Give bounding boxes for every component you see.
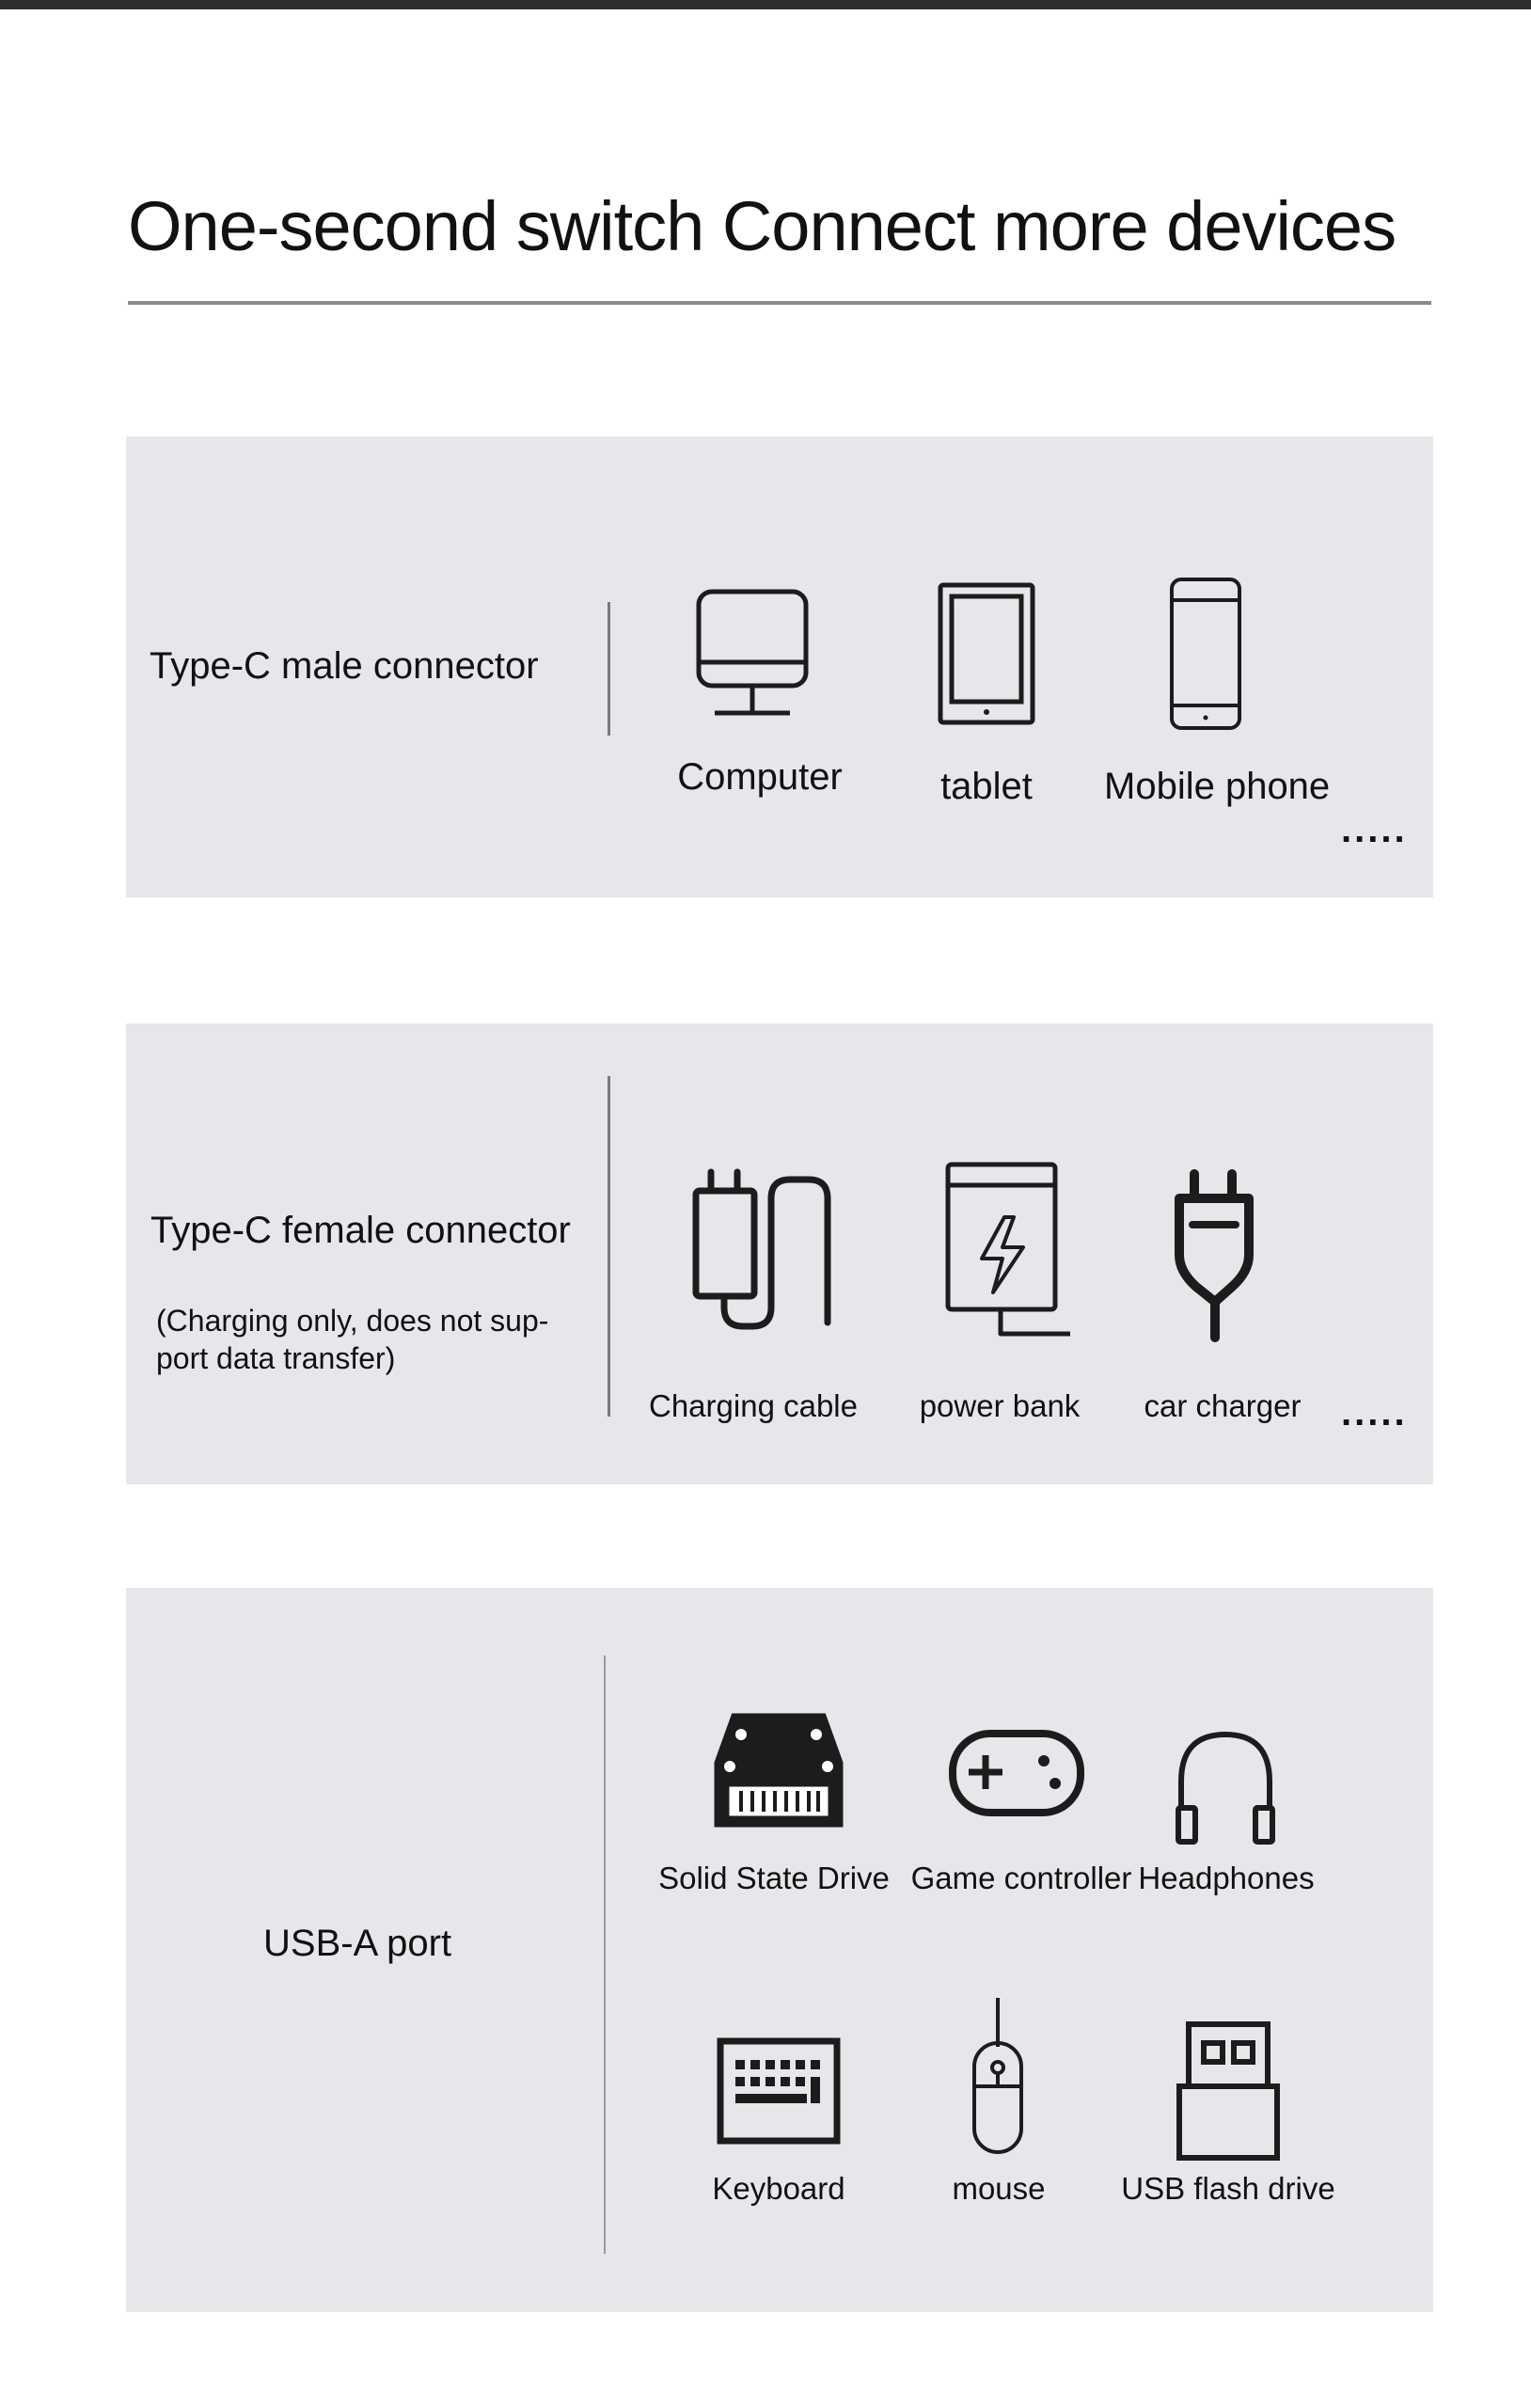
device-label: Computer — [677, 756, 843, 798]
device-label: mouse — [952, 2171, 1046, 2206]
mouse-icon — [967, 1996, 1029, 2158]
phone-icon — [1168, 576, 1243, 732]
device-label: power bank — [919, 1388, 1081, 1423]
headphones-icon — [1174, 1729, 1277, 1847]
device-label: Charging cable — [649, 1388, 858, 1423]
car-charger-icon — [1174, 1168, 1255, 1343]
section-label: Type-C female connector — [150, 1210, 571, 1251]
section-note: (Charging only, does not sup-port data transfer) — [156, 1304, 549, 1375]
more-devices-ellipsis: ..... — [1341, 809, 1408, 850]
device-label: Solid State Drive — [658, 1861, 890, 1895]
section-divider — [608, 1076, 610, 1417]
gamepad-icon — [948, 1729, 1085, 1817]
tablet-icon — [937, 581, 1036, 726]
usb-flash-drive-icon — [1176, 2020, 1281, 2162]
monitor-icon — [694, 587, 811, 722]
top-border — [0, 0, 1531, 9]
power-bank-icon — [944, 1161, 1076, 1345]
ssd-icon — [713, 1712, 844, 1829]
more-devices-ellipsis: ..... — [1341, 1392, 1408, 1434]
charging-cable-icon — [688, 1166, 848, 1338]
page-title: One-second switch Connect more devices — [128, 187, 1397, 265]
title-divider — [128, 301, 1431, 305]
keyboard-icon — [717, 2037, 841, 2145]
device-label: USB flash drive — [1121, 2171, 1335, 2206]
section-type-c-female — [126, 1023, 1433, 1484]
section-divider — [604, 1656, 606, 2254]
device-label: tablet — [940, 766, 1033, 807]
section-divider — [608, 602, 610, 736]
device-label: Keyboard — [712, 2171, 845, 2206]
device-label: car charger — [1144, 1388, 1302, 1423]
device-label: Game controller — [910, 1861, 1132, 1895]
section-label: Type-C male connector — [150, 645, 539, 687]
device-label: Headphones — [1138, 1861, 1315, 1895]
device-label: Mobile phone — [1104, 766, 1331, 807]
section-usb-a — [126, 1588, 1433, 2312]
section-label: USB-A port — [263, 1923, 452, 1964]
section-type-c-male — [126, 436, 1433, 897]
